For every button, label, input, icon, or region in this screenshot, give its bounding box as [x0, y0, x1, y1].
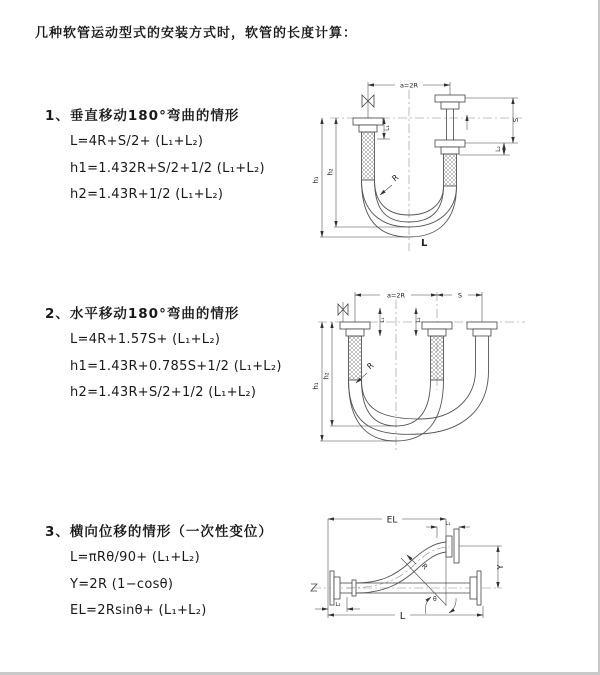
dim-label-l1: L₁ [445, 521, 451, 527]
hose-braid [362, 132, 375, 180]
dim-label-span: a=2R [399, 81, 419, 90]
centerline-break-mark [311, 584, 317, 591]
dim-y [459, 546, 505, 588]
section-1-heading: 1、垂直移动180°弯曲的情形 [45, 108, 240, 124]
section-lateral-displacement [45, 520, 273, 625]
dim-label-span: a=2R [386, 291, 406, 300]
dim-el [328, 516, 446, 619]
diagram-lateral-displacement [298, 498, 598, 658]
page-title: 几种软管运动型式的安装方式时，软管的长度计算： [35, 26, 358, 41]
dim-label-theta: θ [433, 596, 437, 603]
dim-label-length: L [421, 238, 428, 249]
left-fitting [353, 118, 383, 180]
dim-label-l1: L₁ [384, 125, 391, 131]
valve-icon [338, 302, 348, 322]
dim-label-h2: h₂ [326, 168, 335, 176]
radius-leader [401, 555, 446, 605]
dim-label-s: S [512, 117, 520, 123]
right-fitting [435, 95, 465, 186]
section-3-heading: 3、横向位移的情形（一次性变位） [45, 524, 273, 540]
dim-length [328, 606, 483, 622]
dim-label-l2: L₂ [335, 602, 341, 608]
dim-label-h1: h₁ [312, 382, 320, 390]
formula-length: L=πRθ/90+ (L₁+L₂) [70, 550, 200, 565]
dim-label-radius: R [419, 562, 430, 572]
dim-label-length: L [399, 611, 406, 622]
hose-braid [349, 336, 362, 380]
section-2-heading: 2、水平移动180°弯曲的情形 [45, 306, 240, 322]
dim-label-l2: L₂ [495, 146, 502, 152]
left-fitting [340, 322, 370, 380]
dim-label-radius: R [365, 360, 376, 372]
dim-label-h1: h₁ [312, 176, 320, 184]
dim-l1 [426, 521, 470, 538]
formula-h1: h1=1.432R+S/2+1/2 (L₁+L₂) [70, 160, 265, 176]
dim-stroke-s [459, 98, 520, 155]
hose-braid [431, 336, 444, 380]
dim-label-y: Y [496, 564, 505, 570]
formula-el: EL=2Rsinθ+ (L₁+L₂) [70, 603, 207, 618]
dim-label-h2: h₂ [322, 372, 331, 380]
upper-flange [446, 529, 459, 563]
section-horizontal-movement [45, 302, 282, 407]
radius-leader [380, 173, 401, 195]
dim-label-s: S [457, 291, 463, 300]
hose-s-curve [346, 542, 450, 593]
hose-braid [444, 154, 457, 186]
section-vertical-movement [45, 104, 265, 209]
formula-h1: h1=1.43R+0.785S+1/2 (L₁+L₂) [70, 358, 282, 374]
formula-h2: h2=1.43R+S/2+1/2 (L₁+L₂) [70, 385, 257, 400]
formula-h2: h2=1.43R+1/2 (L₁+L₂) [70, 187, 224, 202]
angle-theta [425, 596, 456, 614]
middle-fitting [422, 322, 452, 380]
hose-loops [349, 371, 489, 441]
diagram-vertical-180-bend [310, 68, 600, 263]
formula-length: L=4R+S/2+ (L₁+L₂) [70, 134, 204, 149]
dim-label-radius: R [390, 172, 401, 184]
dim-label-el: EL [386, 515, 398, 526]
formula-y: Y=2R (1−cosθ) [70, 576, 174, 592]
diagram-horizontal-180-bend [310, 278, 600, 473]
dim-label-l2: L₂ [416, 317, 422, 323]
shifted-fitting [467, 322, 497, 371]
dim-label-l1: L₁ [380, 317, 386, 323]
formula-length: L=4R+1.57S+ (L₁+L₂) [70, 332, 221, 347]
